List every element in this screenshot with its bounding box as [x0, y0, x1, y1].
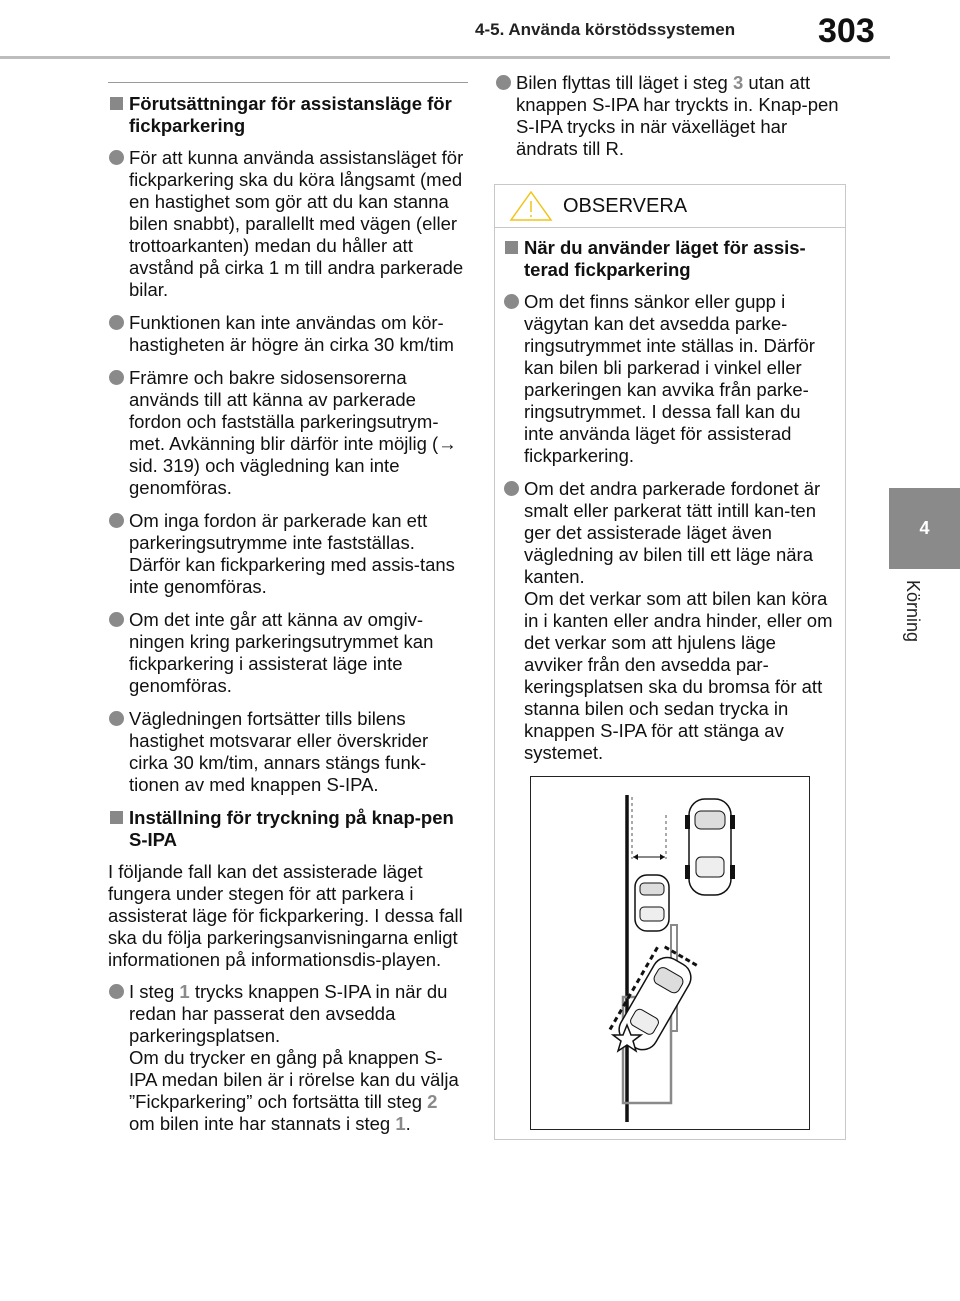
dot-bullet-icon [109, 711, 124, 726]
warning-section-heading: När du använder läget för assis-terad fickparkering [503, 237, 833, 281]
dot-bullet-icon [109, 150, 124, 165]
section-heading-conditions: Förutsättningar för assistansläge för fickparkering [108, 93, 468, 137]
distance-arrow-head-left [633, 854, 638, 860]
page-number: 303 [818, 12, 875, 50]
bullet-item: Om det finns sänkor eller gupp i vägytan kan det avsedda parke-ringsutrymmet inte ställas in. Därför kan bilen bli parkerad i vinkel eller parkeringen kan avvika från parke-ringsutrymmet. I dessa fall kan du inte använda läget för assisterad fickparkering. [503, 291, 833, 467]
bullet-item: Bilen flyttas till läget i steg 3 utan att knappen S-IPA har tryckts in. Knap-pen S-IPA trycks in när växelläget har ändrats till R. [495, 72, 847, 160]
dot-bullet-icon [109, 612, 124, 627]
section-rule [108, 82, 468, 83]
square-bullet-icon [110, 97, 123, 110]
bullet-item: Om inga fordon är parkerade kan ett parkeringsutrymme inte fastställas. Därför kan fickparkering med assis-tans inte genomföras. [108, 510, 468, 598]
bullet-item: Om det andra parkerade fordonet är smalt eller parkerat tätt intill kan-ten ger det assisterade läget även vägledning av bilen till ett läge nära kanten. Om det verkar som att bilen kan köra in i kanten eller andra hinder, eller om det verkar som att hjulens läge avviker från den avsedda par-keringsplatsen ska du bromsa för att stanna bilen och sedan trycka in knappen S-IPA för att stänga av systemet. [503, 478, 833, 764]
parking-diagram [530, 776, 810, 1130]
square-bullet-icon [110, 811, 123, 824]
arrow-right-icon: → [438, 433, 457, 454]
right-column [495, 72, 847, 171]
dot-bullet-icon [109, 513, 124, 528]
narrow-car-icon [635, 875, 669, 931]
parking-illustration [531, 777, 808, 1128]
step-number: 3 [732, 72, 744, 93]
bullet-item: Främre och bakre sidosensorerna används till att känna av parkerade fordon och fastställa parkeringsutrym-met. Avkänning blir därför inte möjlig (→ sid. 319) och vägledning kan inte genomföras. [108, 367, 468, 499]
section-heading-s-ipa: Inställning för tryckning på knap-pen S-IPA [108, 807, 468, 851]
warning-header [495, 185, 845, 228]
dot-bullet-icon [109, 984, 124, 999]
chapter-tab [889, 488, 960, 569]
warning-title: OBSERVERA [563, 195, 688, 217]
square-bullet-icon [505, 241, 518, 254]
bullet-item: Vägledningen fortsätter tills bilens hastighet motsvarar eller överskrider cirka 30 km/tim, annars stängs funk-tionen av med knappen S-IPA. [108, 708, 468, 796]
bullet-item: I steg 1 trycks knappen S-IPA in när du redan har passerat den avsedda parkeringsplatsen. Om du trycker en gång på knappen S-IPA medan bilen är i rörelse kan du välja ”Fickparkering” och fortsätta till steg 2 om bilen inte har stannats i steg 1. [108, 981, 468, 1135]
dot-bullet-icon [109, 315, 124, 330]
bullet-item: Funktionen kan inte användas om kör-hastigheten är högre än cirka 30 km/tim [108, 312, 468, 356]
chapter-label: Körning [903, 580, 923, 643]
chapter-number: 4 [919, 518, 930, 538]
warning-triangle-icon [509, 190, 553, 222]
bullet-item: Om det inte går att känna av omgiv-ningen kring parkeringsutrymmet kan fickparkering i assisterat läge inte genomföras. [108, 609, 468, 697]
dot-bullet-icon [496, 75, 511, 90]
bullet-item: För att kunna använda assistansläget för fickparkering ska du köra långsamt (med en hastighet som gör att du kan stanna bilen snabbt), parallellt med vägen (eller trottoarkanten) medan du håller att avstånd på cirka 1 m till andra parkerade bilar. [108, 147, 468, 301]
step-number: 2 [427, 1091, 438, 1112]
distance-arrow-head-right [660, 854, 665, 860]
left-column [108, 82, 468, 1146]
dot-bullet-icon [504, 481, 519, 496]
dot-bullet-icon [504, 294, 519, 309]
step-number: 1 [179, 981, 190, 1002]
paragraph: I följande fall kan det assisterade läget fungera under stegen för att parkera i assisterat läge för fickparkering. I dessa fall ska du följa parkeringsanvisningarna enligt informationen på informationsdis-playen. [108, 861, 463, 970]
header-rule [0, 56, 890, 59]
step-number: 1 [395, 1113, 406, 1134]
header-title: 4-5. Använda körstödssystemen [475, 20, 736, 39]
warning-body [503, 237, 833, 775]
parked-car-icon [685, 799, 735, 895]
dot-bullet-icon [109, 370, 124, 385]
